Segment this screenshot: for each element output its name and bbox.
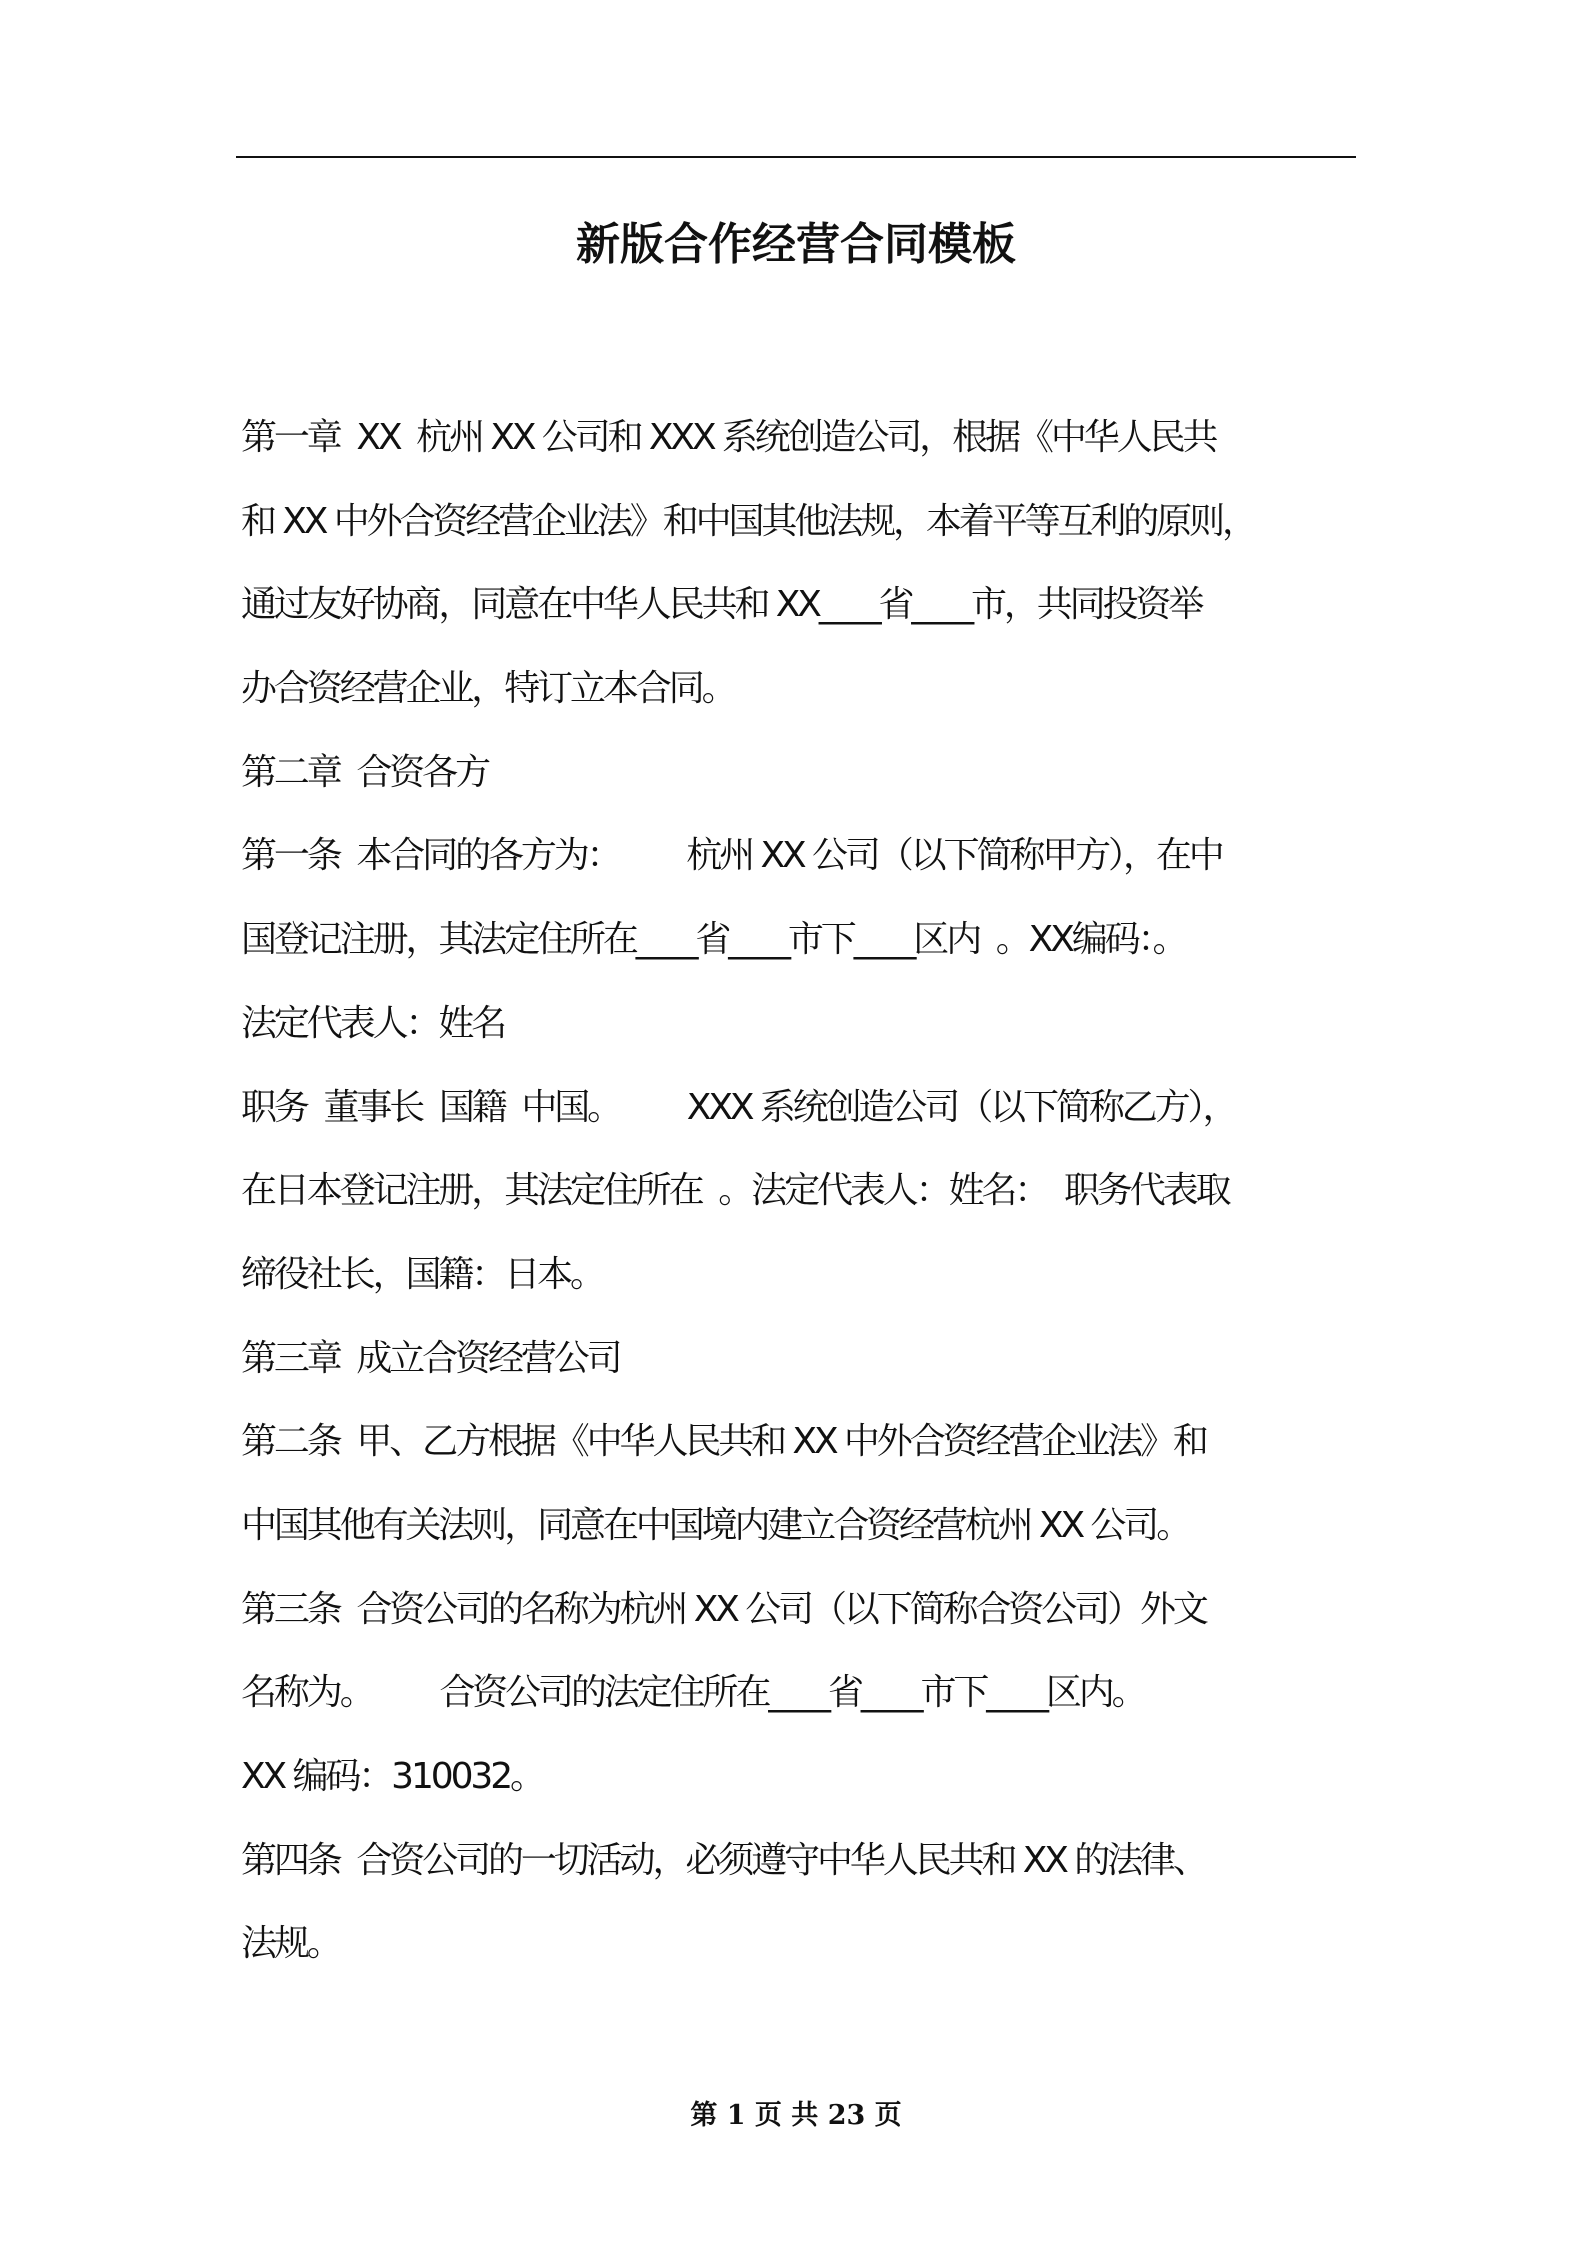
chapter-heading: 第二章 合资各方 [241,751,488,793]
body-line: 名称为。 合资公司的法定住所在____省____市下____区内。 [241,1672,1145,1714]
body-line: 国登记注册，其法定住所在____省____市下____区内 。XX编码：。 [241,919,1186,961]
body-line: XX 编码：310032。 [241,1756,543,1797]
document-title: 新版合作经营合同模板 [576,219,1016,270]
body-line: 办合资经营企业，特订立本合同。 [241,668,735,710]
body-line: 职务 董事长 国籍 中国。 XXX 系统创造公司（以下简称乙方）， [241,1086,1236,1128]
body-line: 法规。 [241,1923,340,1965]
page-number: 第 1 页 共 23 页 [690,2100,902,2131]
body-line: 第四条 合资公司的一切活动，必须遵守中华人民共和 XX 的法律、 [241,1839,1206,1881]
chapter-heading: 第三章 成立合资经营公司 [241,1337,620,1379]
body-line: 法定代表人：姓名 [241,1002,505,1044]
body-line: 缔役社长，国籍：日本。 [241,1253,603,1295]
body-line: 第一章 XX 杭州 XX 公司和 XXX 系统创造公司，根据《中华人民共 [241,417,1216,458]
body-line: 第二条 甲、乙方根据《中华人民共和 XX 中外合资经营企业法》和 [241,1421,1206,1463]
body-line: 第三条 合资公司的名称为杭州 XX 公司（以下简称合资公司）外文 [241,1588,1206,1630]
body-line: 中国其他有关法则，同意在中国境内建立合资经营杭州 XX 公司。 [241,1504,1190,1546]
body-line: 通过友好协商，同意在中华人民共和 XX____省____市，共同投资举 [241,584,1202,626]
body-line: 第一条 本合同的各方为： 杭州 XX 公司（以下简称甲方），在中 [241,835,1222,877]
body-line: 在日本登记注册，其法定住所在 。法定代表人：姓名： 职务代表取 [241,1170,1229,1212]
document-body [241,408,1361,1998]
header-rule [236,156,1356,158]
body-line: 和 XX 中外合资经营企业法》和中国其他法规，本着平等互利的原则， [241,500,1255,542]
